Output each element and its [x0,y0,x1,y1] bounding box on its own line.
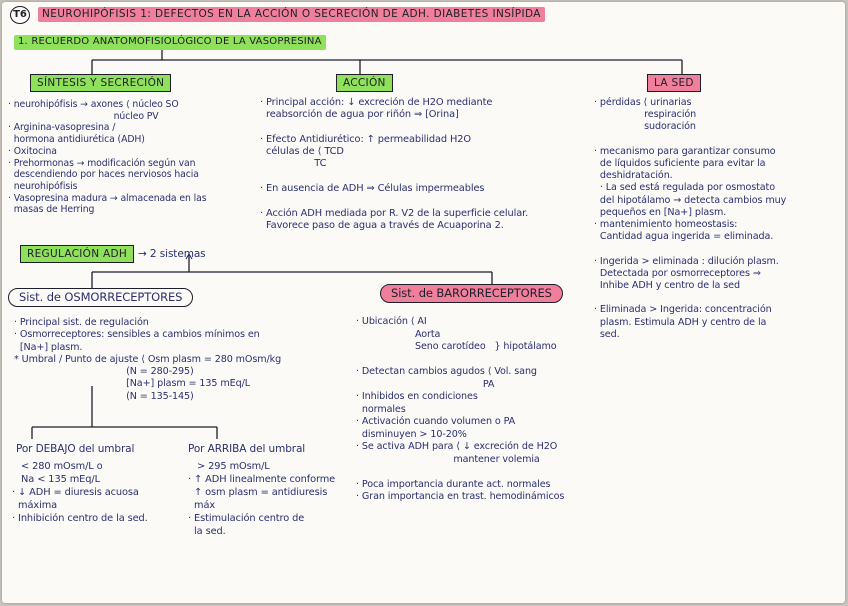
barorreceptores-heading: Sist. de BARORRECEPTORES [380,284,563,303]
sed-heading: LA SED [647,74,701,92]
page-title: NEUROHIPÓFISIS 1: DEFECTOS EN LA ACCIÓN O SECRECIÓN DE ADH. DIABETES INSÍPIDA [38,7,545,22]
sintesis-notes: · neurohipófisis → axones ⟨ núcleo SO núcleo PV · Arginina-vasopresina / hormona antidiurética (ADH) · Oxitocina · Prehormonas → modificación según van descendiendo por haces nerviosos hacia neurohipófisis · Vasopresina madura → almacenada en las masas de Herring [8,99,207,216]
arriba-heading: Por ARRIBA del umbral [188,443,306,455]
accion-heading: ACCIÓN [336,74,393,92]
debajo-heading: Por DEBAJO del umbral [16,443,135,455]
debajo-notes: < 280 mOsm/L o Na < 135 mEq/L · ↓ ADH = diuresis acuosa máxima · Inhibición centro de la sed. [12,461,148,524]
notebook-page [2,2,845,603]
sintesis-heading: SÍNTESIS Y SECRECIÓN [30,74,171,92]
topic-tag: T6 [10,6,30,24]
regulacion-note: → 2 sistemas [138,248,206,260]
osmorreceptores-heading: Sist. de OSMORRECEPTORES [8,288,193,307]
barorreceptores-notes: · Ubicación ⟨ AI Aorta Seno carotídeo } hipotálamo · Detectan cambios agudos ⟨ Vol. sang PA · Inhibidos en condiciones normales · Activación cuando volumen o PA disminuyen > 10-20% · Se activa ADH para ⟨ ↓ excreción de H2O mantener volemia · Poca importancia durante act. normales · Gran importancia en trast. hemodinámicos [356,316,565,502]
sed-notes: · pérdidas ⟨ urinarias respiración sudoración · mecanismo para garantizar consumo de líquidos suficiente para evitar la deshidratación. · La sed está regulada por osmostato del hipotálamo → detecta cambios muy pequeños en [Na+] plasm. · mantenimiento homeostasis: Cantidad agua ingerida = eliminada. · Ingerida > eliminada : dilución plasm. Detectada por osmorreceptores ⇒ Inhibe ADH y centro de la sed · Eliminada > Ingerida: concentración plasm. Estimula ADH y centro de la sed. [594,97,787,340]
arriba-notes: > 295 mOsm/L · ↑ ADH linealmente conforme ↑ osm plasm = antidiuresis máx · Estimulación centro de la sed. [188,461,336,537]
section-subtitle: 1. RECUERDO ANATOMOFISIOLÓGICO DE LA VASOPRESINA [14,35,326,50]
accion-notes: · Principal acción: ↓ excreción de H2O mediante reabsorción de agua por riñón ⇒ [Orina] · Efecto Antidiurético: ↑ permeabilidad H2O células de ⟨ TCD TC · En ausencia de ADH ⇒ Células impermeables · Acción ADH mediada por R. V2 de la superficie celular. Favorece paso de agua a través de Acuaporina 2. [260,97,529,231]
regulacion-heading: REGULACIÓN ADH [20,245,134,263]
osmorreceptores-notes: · Principal sist. de regulación · Osmorreceptores: sensibles a cambios mínimos en [Na+] plasm. * Umbral / Punto de ajuste ⟨ Osm plasm = 280 mOsm/kg (N = 280-295) [Na+] plasm = 135 mEq/L (N = 135-145) [14,317,282,402]
